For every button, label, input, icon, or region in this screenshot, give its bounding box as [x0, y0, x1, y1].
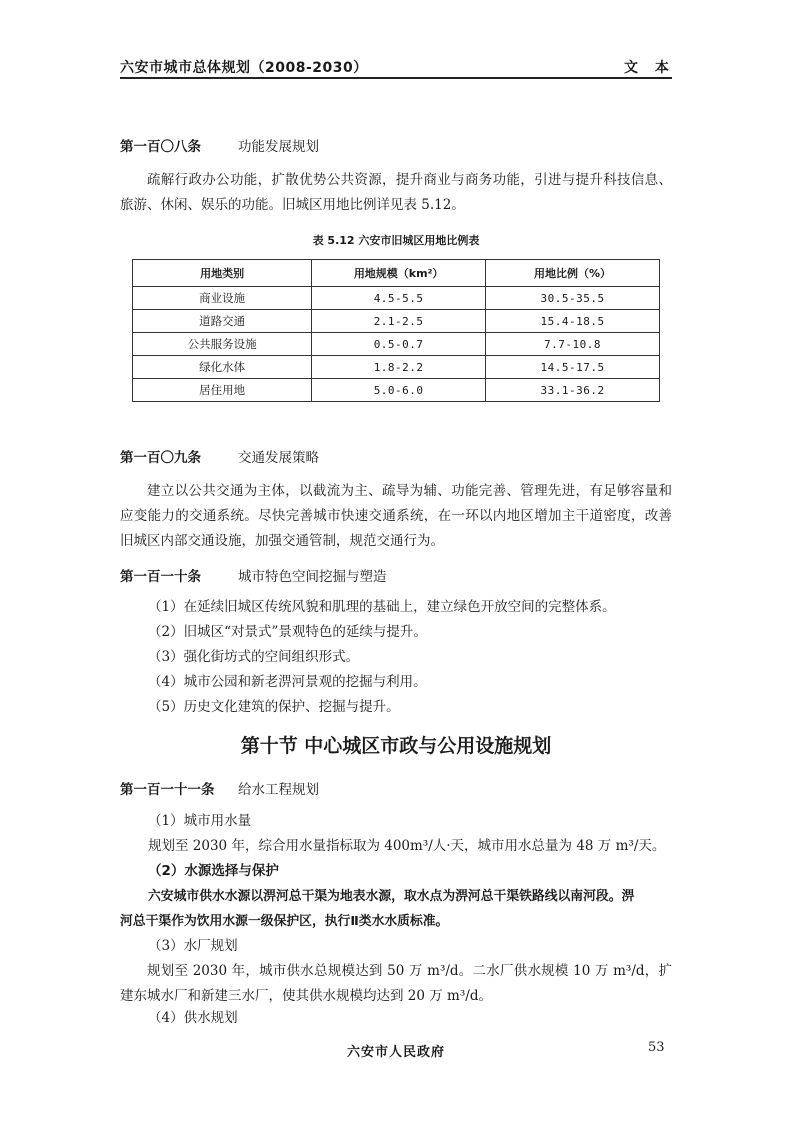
table-cell: 绿化水体: [133, 356, 312, 379]
article-109-heading: [120, 446, 319, 466]
table-cell: 居住用地: [133, 379, 312, 402]
paragraph: 规划至 2030 年，城市供水总规模达到 50 万 m³/d。二水厂供水规模 10 万 m³/d，扩建东城水厂和新建三水厂，使其供水规模均达到 20 万 m³/d。: [120, 963, 672, 1004]
article-title: 给水工程规划: [238, 782, 319, 798]
subheading: （4）供水规划: [148, 1010, 238, 1026]
article-number: 第一百〇八条: [120, 139, 201, 155]
article-108-body: 疏解行政办公功能，扩散优势公共资源，提升商业与商务功能，引进与提升科技信息、旅游、休闲、娱乐的功能。旧城区用地比例详见表 5.12。: [120, 172, 672, 213]
list-item: （4）城市公园和新老淠河景观的挖掘与利用。: [148, 674, 427, 690]
table-cell: 15.4-18.5: [486, 310, 660, 333]
table-header-cell: 用地类别: [133, 260, 312, 287]
list-item: （3）强化街坊式的空间组织形式。: [148, 649, 360, 665]
list-item: （1）在延续旧城区传统风貌和肌理的基础上，建立绿色开放空间的完整体系。: [148, 599, 616, 615]
header-doc-type: 文 本: [624, 60, 675, 76]
table-cell: 商业设施: [133, 287, 312, 310]
article-111-heading: [120, 778, 319, 798]
table-cell: 道路交通: [133, 310, 312, 333]
table-header-cell: 用地规模（km²）: [312, 260, 486, 287]
table-cell: 0.5-0.7: [312, 333, 486, 356]
table-header-cell: 用地比例（%）: [486, 260, 660, 287]
article-number: 第一百〇九条: [120, 450, 201, 466]
table-row: [133, 310, 660, 333]
land-use-table: [132, 259, 660, 402]
table-cell: 14.5-17.5: [486, 356, 660, 379]
page-number: 53: [648, 1040, 665, 1055]
table-cell: 5.0-6.0: [312, 379, 486, 402]
header-title: 六安市城市总体规划（2008-2030）: [120, 60, 368, 76]
article-108-heading: [120, 135, 319, 155]
table-row: [133, 356, 660, 379]
table-cell: 公共服务设施: [133, 333, 312, 356]
table-cell: 2.1-2.5: [312, 310, 486, 333]
table-row: [133, 287, 660, 310]
list-item: （2）旧城区“对景式”景观特色的延续与提升。: [148, 624, 427, 640]
table-header-row: [133, 260, 660, 287]
article-number: 第一百一十条: [120, 569, 201, 585]
paragraph-line: 六安城市供水水源以淠河总干渠为地表水源，取水点为淠河总干渠铁路线以南河段。淠: [148, 889, 635, 904]
header-divider: [120, 77, 672, 79]
paragraph-line: 规划至 2030 年，综合用水量指标取为 400m³/人·天，城市用水总量为 48 万 m³/天。: [148, 838, 666, 854]
table-cell: 4.5-5.5: [312, 287, 486, 310]
table-row: [133, 333, 660, 356]
subheading: （1）城市用水量: [148, 813, 252, 829]
table-row: [133, 379, 660, 402]
subheading: （3）水厂规划: [148, 938, 238, 954]
table-cell: 30.5-35.5: [486, 287, 660, 310]
table-cell: 7.7-10.8: [486, 333, 660, 356]
footer-issuer: 六安市人民政府: [346, 1045, 445, 1060]
table-cell: 1.8-2.2: [312, 356, 486, 379]
article-number: 第一百一十一条: [120, 782, 215, 798]
paragraph-line: 河总干渠作为饮用水源一级保护区，执行Ⅱ类水水质标准。: [120, 914, 449, 929]
section-heading: 第十节 中心城区市政与公用设施规划: [240, 735, 552, 757]
table-cell: 33.1-36.2: [486, 379, 660, 402]
table-caption: 表 5.12 六安市旧城区用地比例表: [312, 234, 480, 247]
article-110-heading: [120, 565, 387, 585]
subheading: （2）水源选择与保护: [148, 863, 279, 879]
article-title: 交通发展策略: [238, 450, 319, 466]
article-title: 功能发展规划: [238, 139, 319, 155]
article-title: 城市特色空间挖掘与塑造: [238, 569, 387, 585]
list-item: （5）历史文化建筑的保护、挖掘与提升。: [148, 699, 400, 715]
article-109-body: 建立以公共交通为主体，以截流为主、疏导为辅、功能完善、管理先进，有足够容量和应变能力的交通系统。尽快完善城市快速交通系统，在一环以内地区增加主干道密度，改善旧城区内部交通设施，加强交通管制，规范交通行为。: [120, 483, 672, 549]
